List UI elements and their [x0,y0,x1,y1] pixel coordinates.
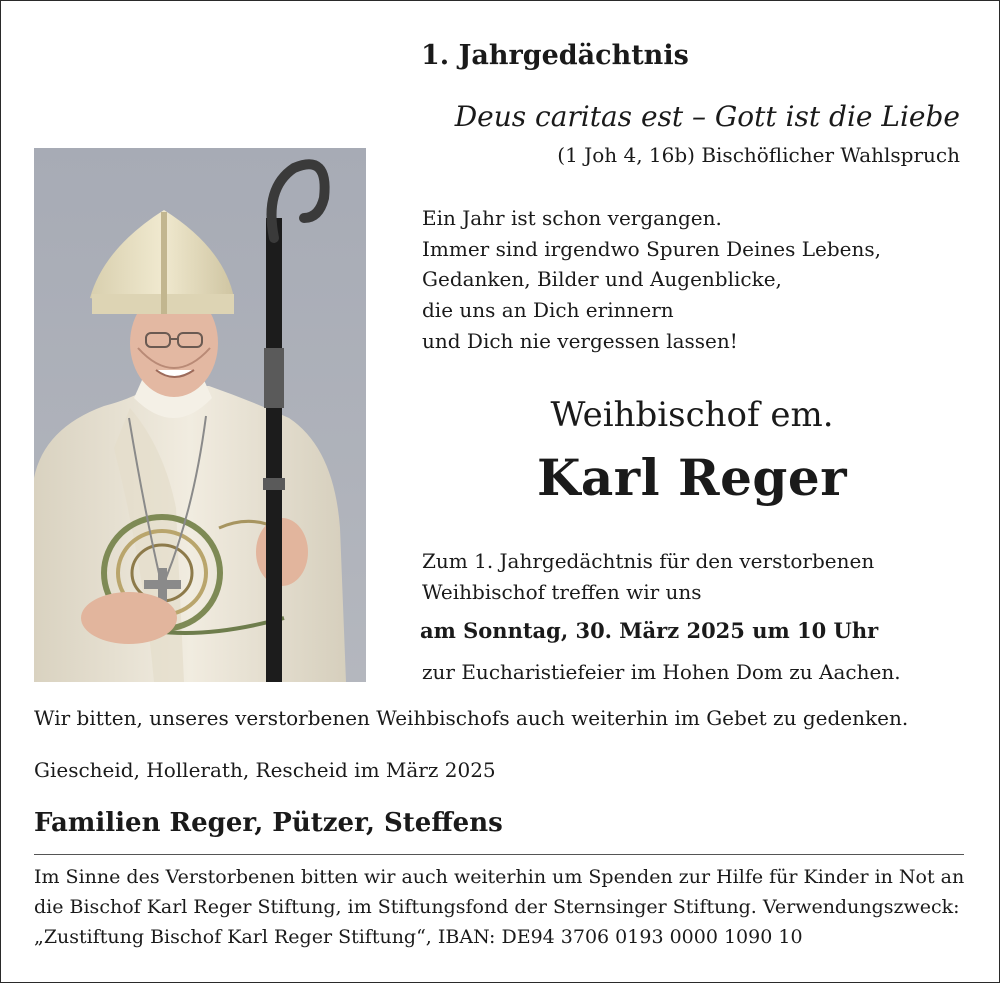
invitation-line: Zum 1. Jahrgedächtnis für den verstorbenen [422,549,875,573]
bishop-portrait [34,148,366,682]
memorial-poem [422,203,881,357]
deceased-rank: Weihbischof em. [550,395,834,435]
poem-line: die uns an Dich erinnern [422,298,674,323]
poem-line: Immer sind irgendwo Spuren Deines Lebens, [422,236,881,261]
poem-line: Gedanken, Bilder und Augenblicke, [422,267,782,292]
invitation-line: Weihbischof treffen wir uns [422,580,702,604]
motto-source: (1 Joh 4, 16b) Bischöflicher Wahlspruch [557,143,960,167]
prayer-request: Wir bitten, unseres verstorbenen Weihbischofs auch weiterhin im Gebet zu gedenken. [34,706,909,730]
service-date: am Sonntag, 30. März 2025 um 10 Uhr [420,618,879,643]
divider-line [34,854,964,855]
bishop-portrait-drawing [34,148,366,682]
service-place: zur Eucharistiefeier im Hohen Dom zu Aachen. [422,660,901,684]
family-signatures: Familien Reger, Pützer, Steffens [34,808,503,838]
episcopal-motto: Deus caritas est – Gott ist die Liebe [454,100,960,133]
poem-line: und Dich nie vergessen lassen! [422,328,738,353]
invitation-text [422,546,874,608]
poem-line: Ein Jahr ist schon vergangen. [422,206,722,230]
anniversary-title: 1. Jahrgedächtnis [421,40,689,71]
donation-line: Im Sinne des Verstorbenen bitten wir auch weiterhin um Spenden zur Hilfe für Kinder in Not an [34,866,965,888]
donation-line: die Bischof Karl Reger Stiftung, im Stiftungsfond der Sternsinger Stiftung. Verwendungszweck: [34,896,960,918]
deceased-name: Karl Reger [536,448,848,507]
donation-note [34,862,964,952]
place-and-date: Giescheid, Hollerath, Rescheid im März 2025 [34,758,496,782]
donation-line: „Zustiftung Bischof Karl Reger Stiftung“, IBAN: DE94 3706 0193 0000 1090 10 [34,926,803,948]
